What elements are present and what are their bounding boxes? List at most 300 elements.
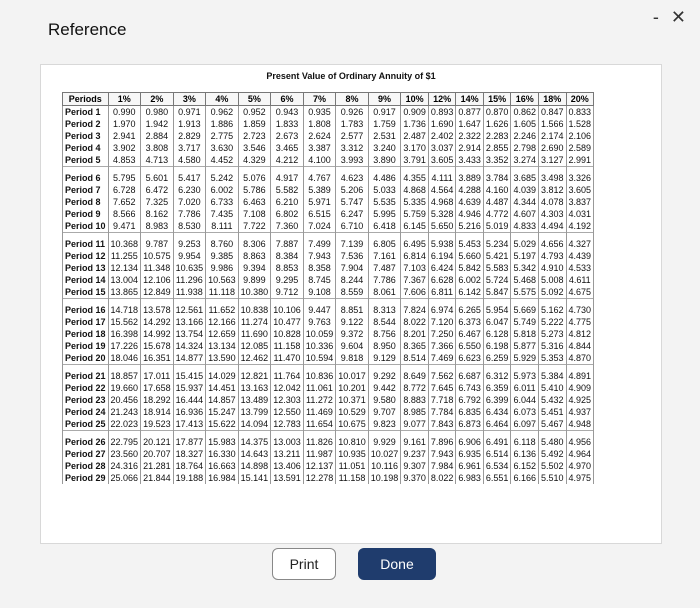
table-row	[63, 167, 594, 185]
table-cell: 2.991	[566, 154, 594, 167]
table-cell: 13.211	[271, 448, 304, 460]
table-cell: 7.824	[401, 299, 429, 317]
header-rate: 10%	[401, 93, 429, 106]
table-cell: 5.389	[303, 184, 336, 196]
table-cell: 6.464	[483, 418, 511, 431]
table-cell: 9.394	[238, 262, 271, 274]
table-cell: 2.829	[173, 130, 206, 142]
table-cell: 18.857	[108, 365, 141, 383]
table-cell: 19.188	[173, 472, 206, 484]
table-cell: 14.292	[141, 316, 174, 328]
table-cell: 8.863	[238, 250, 271, 262]
table-cell: 4.494	[538, 220, 566, 233]
table-cell: 7.367	[401, 274, 429, 286]
table-cell: 6.835	[456, 406, 484, 418]
close-icon[interactable]: ✕	[670, 7, 686, 27]
table-cell: 6.792	[456, 394, 484, 406]
table-cell: 14.898	[238, 460, 271, 472]
table-cell: 3.240	[368, 142, 401, 154]
table-cell: 4.607	[511, 208, 539, 220]
table-cell: 4.656	[538, 233, 566, 251]
table-row	[63, 299, 594, 317]
table-cell: 4.100	[303, 154, 336, 167]
table-cell: 6.002	[456, 274, 484, 286]
table-cell: 9.108	[303, 286, 336, 299]
table-cell: 4.533	[566, 262, 594, 274]
table-cell: 5.973	[511, 365, 539, 383]
table-cell: 9.370	[401, 472, 429, 484]
table-cell: 18.764	[173, 460, 206, 472]
table-cell: 10.106	[271, 299, 304, 317]
table-cell: 5.410	[538, 382, 566, 394]
table-cell: 5.818	[511, 328, 539, 340]
reference-document[interactable]	[40, 64, 662, 544]
table-cell: 5.502	[538, 460, 566, 472]
table-cell: 10.017	[336, 365, 369, 383]
table-cell: 5.076	[238, 167, 271, 185]
table-cell: 4.833	[511, 220, 539, 233]
table-cell: 9.580	[368, 394, 401, 406]
table-cell: 1.833	[271, 118, 304, 130]
table-cell: 12.278	[303, 472, 336, 484]
table-cell: 3.791	[401, 154, 429, 167]
table-cell: 5.747	[336, 196, 369, 208]
table-cell: 10.368	[108, 233, 141, 251]
table-cell: 15.415	[173, 365, 206, 383]
table-cell: 5.575	[511, 286, 539, 299]
table-cell: 11.274	[238, 316, 271, 328]
table-cell: 5.795	[108, 167, 141, 185]
table-row	[63, 394, 594, 406]
period-label: Period 4	[63, 142, 109, 154]
table-cell: 8.851	[336, 299, 369, 317]
period-label: Period 10	[63, 220, 109, 233]
table-cell: 4.730	[566, 299, 594, 317]
table-cell: 0.990	[108, 106, 141, 119]
dialog-footer	[0, 548, 700, 582]
table-cell: 15.247	[206, 406, 239, 418]
table-cell: 1.736	[401, 118, 429, 130]
table-cell: 7.139	[336, 233, 369, 251]
table-cell: 5.510	[538, 472, 566, 484]
header-rate: 2%	[141, 93, 174, 106]
table-cell: 5.842	[456, 262, 484, 274]
table-cell: 5.316	[538, 340, 566, 352]
table-cell: 16.936	[173, 406, 206, 418]
table-cell: 8.559	[336, 286, 369, 299]
table-cell: 7.120	[428, 316, 456, 328]
table-cell: 18.046	[108, 352, 141, 365]
period-label: Period 21	[63, 365, 109, 383]
period-label: Period 29	[63, 472, 109, 484]
table-cell: 11.158	[336, 472, 369, 484]
table-cell: 5.660	[456, 250, 484, 262]
table-cell: 12.106	[141, 274, 174, 286]
table-cell: 6.312	[483, 365, 511, 383]
table-cell: 0.943	[271, 106, 304, 119]
table-cell: 1.626	[483, 118, 511, 130]
table-cell: 0.935	[303, 106, 336, 119]
table-cell: 6.128	[483, 328, 511, 340]
period-label: Period 13	[63, 262, 109, 274]
table-cell: 7.645	[428, 382, 456, 394]
table-cell: 9.292	[368, 365, 401, 383]
period-label: Period 19	[63, 340, 109, 352]
table-cell: 8.983	[141, 220, 174, 233]
table-cell: 17.877	[173, 431, 206, 449]
table-cell: 3.387	[303, 142, 336, 154]
table-cell: 20.707	[141, 448, 174, 460]
table-cell: 0.962	[206, 106, 239, 119]
table-cell: 5.786	[238, 184, 271, 196]
table-cell: 3.326	[566, 167, 594, 185]
table-cell: 12.821	[238, 365, 271, 383]
table-cell: 11.938	[173, 286, 206, 299]
table-cell: 24.316	[108, 460, 141, 472]
table-cell: 9.372	[336, 328, 369, 340]
table-cell: 8.514	[401, 352, 429, 365]
table-cell: 4.487	[483, 196, 511, 208]
table-cell: 5.583	[483, 262, 511, 274]
table-cell: 4.212	[271, 154, 304, 167]
table-cell: 14.029	[206, 365, 239, 383]
period-label: Period 12	[63, 250, 109, 262]
table-cell: 17.658	[141, 382, 174, 394]
table-cell: 4.772	[483, 208, 511, 220]
table-row	[63, 286, 594, 299]
table-cell: 2.589	[566, 142, 594, 154]
table-cell: 9.763	[303, 316, 336, 328]
table-cell: 1.528	[566, 118, 594, 130]
table-cell: 6.687	[456, 365, 484, 383]
table-cell: 6.247	[336, 208, 369, 220]
table-row	[63, 328, 594, 340]
table-cell: 1.759	[368, 118, 401, 130]
table-cell: 3.352	[483, 154, 511, 167]
table-cell: 10.477	[271, 316, 304, 328]
table-cell: 12.137	[303, 460, 336, 472]
table-cell: 4.925	[566, 394, 594, 406]
table-cell: 5.417	[173, 167, 206, 185]
table-cell: 5.535	[368, 196, 401, 208]
table-cell: 21.844	[141, 472, 174, 484]
table-cell: 5.222	[538, 316, 566, 328]
table-cell: 8.566	[108, 208, 141, 220]
table-cell: 9.986	[206, 262, 239, 274]
table-cell: 1.783	[336, 118, 369, 130]
table-cell: 4.767	[303, 167, 336, 185]
table-cell: 4.623	[336, 167, 369, 185]
table-cell: 12.166	[206, 316, 239, 328]
table-row	[63, 418, 594, 431]
table-cell: 6.961	[456, 460, 484, 472]
table-row	[63, 208, 594, 220]
table-cell: 17.011	[141, 365, 174, 383]
header-rate: 9%	[368, 93, 401, 106]
table-cell: 6.811	[428, 286, 456, 299]
table-cell: 8.162	[141, 208, 174, 220]
table-cell: 6.011	[511, 382, 539, 394]
table-cell: 5.273	[538, 328, 566, 340]
table-cell: 6.418	[368, 220, 401, 233]
table-cell: 4.968	[428, 196, 456, 208]
table-cell: 6.550	[456, 340, 484, 352]
table-cell: 13.591	[271, 472, 304, 484]
table-cell: 0.952	[238, 106, 271, 119]
table-cell: 3.717	[173, 142, 206, 154]
table-cell: 5.197	[511, 250, 539, 262]
table-cell: 6.802	[271, 208, 304, 220]
table-cell: 12.659	[206, 328, 239, 340]
table-cell: 4.078	[538, 196, 566, 208]
table-cell: 4.909	[566, 382, 594, 394]
period-label: Period 23	[63, 394, 109, 406]
table-cell: 8.365	[401, 340, 429, 352]
print-button[interactable]: Print	[272, 548, 336, 580]
table-cell: 5.242	[206, 167, 239, 185]
table-cell: 7.786	[368, 274, 401, 286]
table-cell: 4.580	[173, 154, 206, 167]
table-cell: 8.061	[368, 286, 401, 299]
header-rate: 12%	[428, 93, 456, 106]
table-row	[63, 184, 594, 196]
table-cell: 0.893	[428, 106, 456, 119]
table-cell: 20.456	[108, 394, 141, 406]
table-cell: 12.783	[271, 418, 304, 431]
table-cell: 6.463	[238, 196, 271, 208]
table-cell: 4.775	[566, 316, 594, 328]
table-cell: 13.166	[173, 316, 206, 328]
table-cell: 5.206	[336, 184, 369, 196]
table-cell: 6.145	[401, 220, 429, 233]
table-cell: 3.274	[511, 154, 539, 167]
table-cell: 10.116	[368, 460, 401, 472]
table-cell: 9.253	[173, 233, 206, 251]
table-cell: 6.983	[456, 472, 484, 484]
table-cell: 6.399	[483, 394, 511, 406]
table-cell: 1.913	[173, 118, 206, 130]
period-label: Period 2	[63, 118, 109, 130]
table-cell: 10.027	[368, 448, 401, 460]
table-cell: 6.515	[303, 208, 336, 220]
table-cell: 2.914	[456, 142, 484, 154]
table-cell: 8.306	[238, 233, 271, 251]
table-cell: 4.355	[401, 167, 429, 185]
period-label: Period 1	[63, 106, 109, 119]
table-title: Present Value of Ordinary Annuity of $1	[266, 71, 436, 81]
table-cell: 9.604	[336, 340, 369, 352]
table-cell: 7.366	[428, 340, 456, 352]
table-cell: 0.917	[368, 106, 401, 119]
table-cell: 8.530	[173, 220, 206, 233]
table-cell: 3.889	[456, 167, 484, 185]
table-cell: 9.385	[206, 250, 239, 262]
table-cell: 6.210	[271, 196, 304, 208]
table-cell: 10.675	[336, 418, 369, 431]
table-cell: 4.870	[566, 352, 594, 365]
table-cell: 4.844	[566, 340, 594, 352]
table-cell: 6.194	[428, 250, 456, 262]
table-cell: 13.865	[108, 286, 141, 299]
table-cell: 2.624	[303, 130, 336, 142]
table-row	[63, 142, 594, 154]
table-cell: 16.398	[108, 328, 141, 340]
table-cell: 5.029	[511, 233, 539, 251]
period-label: Period 17	[63, 316, 109, 328]
header-rate: 7%	[303, 93, 336, 106]
table-cell: 3.993	[336, 154, 369, 167]
table-cell: 2.322	[456, 130, 484, 142]
table-cell: 11.764	[271, 365, 304, 383]
table-cell: 6.814	[401, 250, 429, 262]
table-cell: 10.529	[336, 406, 369, 418]
table-cell: 10.336	[303, 340, 336, 352]
table-cell: 4.639	[456, 196, 484, 208]
table-cell: 10.059	[303, 328, 336, 340]
table-cell: 1.566	[538, 118, 566, 130]
table-cell: 8.853	[271, 262, 304, 274]
table-cell: 12.303	[271, 394, 304, 406]
table-cell: 15.622	[206, 418, 239, 431]
table-cell: 13.590	[206, 352, 239, 365]
table-cell: 7.896	[428, 431, 456, 449]
period-label: Period 22	[63, 382, 109, 394]
minimize-icon[interactable]: -	[652, 7, 659, 27]
table-cell: 4.910	[538, 262, 566, 274]
period-label: Period 25	[63, 418, 109, 431]
table-cell: 6.472	[141, 184, 174, 196]
table-cell: 6.974	[428, 299, 456, 317]
table-cell: 15.678	[141, 340, 174, 352]
table-cell: 6.259	[483, 352, 511, 365]
table-cell: 5.847	[483, 286, 511, 299]
table-cell: 2.798	[511, 142, 539, 154]
table-cell: 6.728	[108, 184, 141, 196]
table-cell: 5.019	[483, 220, 511, 233]
table-cell: 8.313	[368, 299, 401, 317]
table-cell: 1.886	[206, 118, 239, 130]
period-label: Period 11	[63, 233, 109, 251]
table-cell: 13.799	[238, 406, 271, 418]
table-cell: 5.724	[483, 274, 511, 286]
table-cell: 7.103	[401, 262, 429, 274]
table-cell: 4.486	[368, 167, 401, 185]
table-cell: 0.980	[141, 106, 174, 119]
table-cell: 1.970	[108, 118, 141, 130]
table-cell: 14.643	[238, 448, 271, 460]
table-cell: 10.828	[271, 328, 304, 340]
table-cell: 4.303	[538, 208, 566, 220]
table-cell: 2.174	[538, 130, 566, 142]
table-cell: 10.810	[336, 431, 369, 449]
table-cell: 6.152	[511, 460, 539, 472]
table-cell: 11.255	[108, 250, 141, 262]
table-cell: 4.439	[566, 250, 594, 262]
table-cell: 8.384	[271, 250, 304, 262]
table-cell: 2.884	[141, 130, 174, 142]
table-cell: 7.943	[428, 448, 456, 460]
table-cell: 11.272	[303, 394, 336, 406]
table-cell: 1.859	[238, 118, 271, 130]
table-cell: 5.492	[538, 448, 566, 460]
period-label: Period 9	[63, 208, 109, 220]
table-cell: 3.605	[428, 154, 456, 167]
table-cell: 15.983	[206, 431, 239, 449]
table-row	[63, 233, 594, 251]
table-row	[63, 220, 594, 233]
table-cell: 10.935	[336, 448, 369, 460]
done-button[interactable]: Done	[358, 548, 436, 580]
table-cell: 6.230	[173, 184, 206, 196]
table-cell: 23.560	[108, 448, 141, 460]
table-row	[63, 431, 594, 449]
header-rate: 20%	[566, 93, 594, 106]
table-cell: 11.987	[303, 448, 336, 460]
table-cell: 7.325	[141, 196, 174, 208]
table-cell: 8.950	[368, 340, 401, 352]
table-cell: 4.793	[538, 250, 566, 262]
table-cell: 7.904	[336, 262, 369, 274]
table-cell: 7.435	[206, 208, 239, 220]
table-cell: 14.877	[173, 352, 206, 365]
table-cell: 11.158	[271, 340, 304, 352]
table-cell: 4.564	[428, 184, 456, 196]
table-cell: 10.575	[141, 250, 174, 262]
table-cell: 5.092	[538, 286, 566, 299]
table-cell: 5.749	[511, 316, 539, 328]
table-row	[63, 365, 594, 383]
table-cell: 10.836	[303, 365, 336, 383]
table-cell: 1.808	[303, 118, 336, 130]
table-cell: 4.970	[566, 460, 594, 472]
table-cell: 8.985	[401, 406, 429, 418]
table-row	[63, 340, 594, 352]
table-cell: 5.995	[368, 208, 401, 220]
table-cell: 18.327	[173, 448, 206, 460]
table-cell: 13.163	[238, 382, 271, 394]
table-cell: 6.265	[456, 299, 484, 317]
table-header-row	[63, 93, 594, 106]
table-cell: 3.808	[141, 142, 174, 154]
table-cell: 7.487	[368, 262, 401, 274]
table-cell: 14.451	[206, 382, 239, 394]
table-cell: 6.373	[456, 316, 484, 328]
table-cell: 6.424	[428, 262, 456, 274]
table-cell: 9.442	[368, 382, 401, 394]
table-cell: 2.690	[538, 142, 566, 154]
table-cell: 2.531	[368, 130, 401, 142]
table-cell: 8.756	[368, 328, 401, 340]
table-cell: 6.198	[483, 340, 511, 352]
table-cell: 0.862	[511, 106, 539, 119]
table-cell: 6.118	[511, 431, 539, 449]
table-cell: 6.710	[336, 220, 369, 233]
table-cell: 4.192	[566, 220, 594, 233]
header-rate: 16%	[511, 93, 539, 106]
table-cell: 7.984	[428, 460, 456, 472]
table-cell: 7.887	[271, 233, 304, 251]
table-cell: 9.237	[401, 448, 429, 460]
table-cell: 5.480	[538, 431, 566, 449]
table-cell: 6.534	[483, 460, 511, 472]
table-row	[63, 460, 594, 472]
table-cell: 10.635	[173, 262, 206, 274]
table-cell: 0.926	[336, 106, 369, 119]
table-cell: 6.935	[456, 448, 484, 460]
table-cell: 7.562	[428, 365, 456, 383]
dialog-title: Reference	[48, 20, 127, 39]
table-cell: 7.843	[428, 418, 456, 431]
